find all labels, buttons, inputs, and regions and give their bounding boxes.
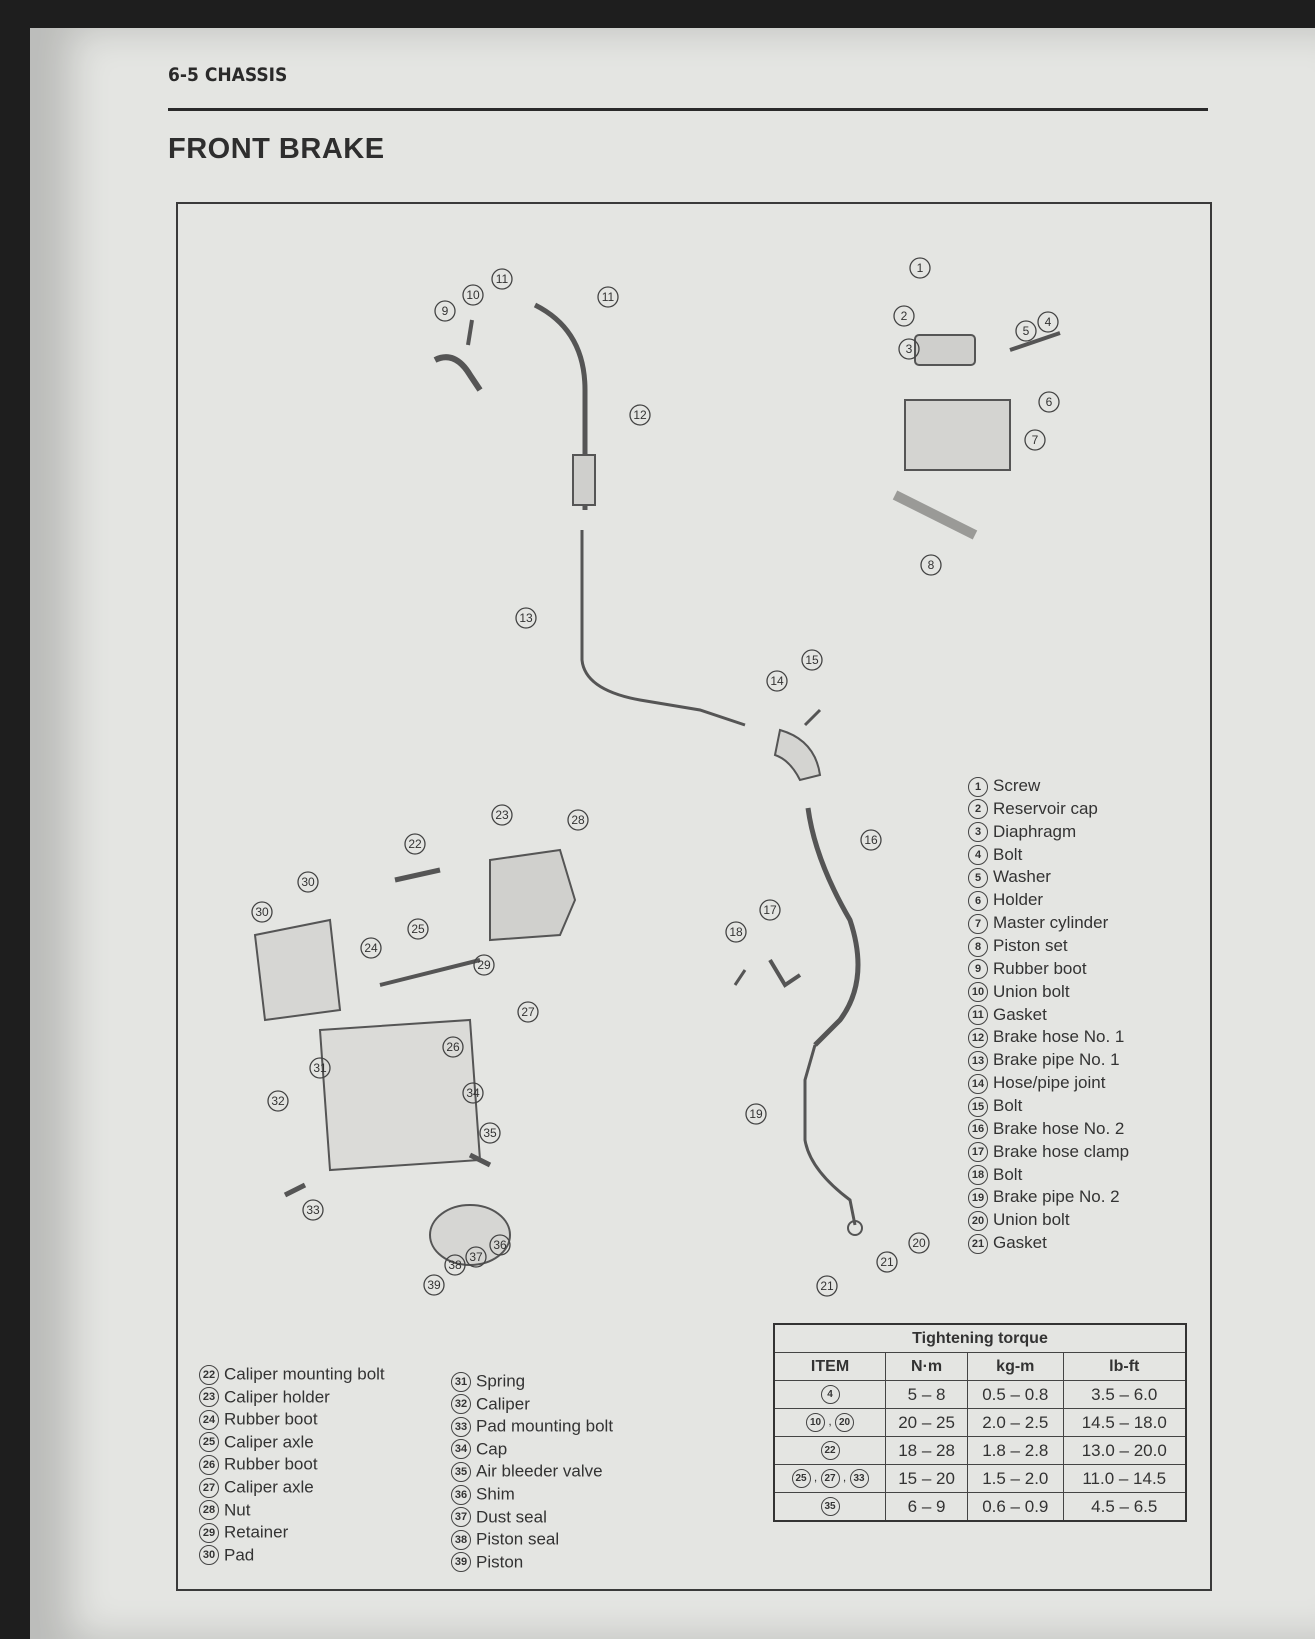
legend-item: [968, 981, 1129, 1004]
legend-item-label: Shim: [476, 1484, 515, 1504]
legend-item: [451, 1551, 613, 1574]
brake-pipe-2: [805, 1045, 855, 1225]
legend-item-label: Reservoir cap: [993, 799, 1098, 819]
legend-item-number: 36: [451, 1485, 471, 1505]
parts-legend-right: [968, 775, 1129, 1255]
col-lbft: lb-ft: [1063, 1353, 1186, 1381]
legend-item: [968, 866, 1129, 889]
legend-item-number: 12: [968, 1028, 988, 1048]
torque-lbft-cell: 4.5 – 6.5: [1063, 1493, 1186, 1522]
torque-nm-cell: 20 – 25: [886, 1409, 968, 1437]
caliper-holder-part: [490, 850, 575, 940]
legend-item-label: Washer: [993, 867, 1051, 887]
legend-item-label: Brake hose No. 1: [993, 1027, 1125, 1047]
callout-21a: 21: [880, 1255, 894, 1269]
legend-item: [968, 1232, 1129, 1255]
torque-item-number: 27: [821, 1469, 840, 1488]
legend-item: [968, 1209, 1129, 1232]
legend-item-label: Caliper holder: [224, 1387, 330, 1407]
legend-item-number: 20: [968, 1211, 988, 1231]
bolt-18-part: [735, 970, 745, 985]
callout-6: 6: [1045, 395, 1053, 409]
legend-item-label: Diaphragm: [993, 821, 1077, 841]
legend-item: [968, 821, 1129, 844]
torque-table-header-row: [774, 1353, 1186, 1381]
legend-item-number: 38: [451, 1530, 471, 1550]
legend-item-label: Brake pipe No. 2: [993, 1187, 1120, 1207]
legend-item-label: Retainer: [224, 1522, 289, 1542]
legend-item-label: Pad mounting bolt: [476, 1416, 614, 1436]
legend-item: [968, 912, 1129, 935]
torque-table-row: [774, 1465, 1186, 1493]
torque-kgm-cell: 0.6 – 0.9: [968, 1493, 1063, 1522]
legend-item-number: 35: [451, 1462, 471, 1482]
callout-21b: 21: [820, 1279, 834, 1293]
legend-item: [451, 1370, 613, 1393]
legend-item-number: 39: [451, 1552, 471, 1572]
legend-item: [968, 1141, 1129, 1164]
legend-item-number: 26: [199, 1455, 219, 1475]
callout-28: 28: [571, 813, 585, 827]
legend-item-number: 6: [968, 891, 988, 911]
legend-item: [199, 1386, 385, 1409]
brake-pipe-1: [582, 530, 745, 725]
callout-34: 34: [466, 1086, 480, 1100]
callout-5: 5: [1022, 324, 1030, 338]
legend-item-label: Union bolt: [993, 981, 1070, 1001]
rubber-boot-part: [435, 357, 480, 390]
torque-item-cell: [774, 1381, 886, 1409]
torque-item-cell: [774, 1465, 886, 1493]
legend-item-label: Rubber boot: [224, 1454, 318, 1474]
legend-item: [451, 1483, 613, 1506]
brake-hose-2: [808, 808, 858, 1045]
legend-item-label: Dust seal: [476, 1507, 547, 1527]
hose-clamp-part: [770, 960, 800, 985]
legend-item-label: Piston: [476, 1552, 524, 1572]
master-cylinder-part: [905, 400, 1010, 470]
legend-item-number: 24: [199, 1410, 219, 1430]
parts-legend-left-b: [451, 1370, 613, 1573]
legend-item-label: Brake hose clamp: [993, 1141, 1130, 1161]
torque-nm-cell: 5 – 8: [886, 1381, 968, 1409]
callout-27: 27: [521, 1005, 535, 1019]
legend-item-number: 31: [451, 1372, 471, 1392]
page-title: FRONT BRAKE: [168, 133, 385, 165]
legend-item-number: 3: [968, 822, 988, 842]
legend-item-number: 16: [968, 1119, 988, 1139]
callout-12: 12: [633, 408, 647, 422]
legend-item-number: 30: [199, 1545, 219, 1565]
callout-33: 33: [306, 1203, 320, 1217]
callout-7: 7: [1031, 433, 1039, 447]
legend-item-label: Hose/pipe joint: [993, 1073, 1106, 1093]
legend-item-number: 17: [968, 1142, 988, 1162]
legend-item-label: Bolt: [993, 1164, 1023, 1184]
callout-8: 8: [927, 558, 935, 572]
legend-item-number: 21: [968, 1234, 988, 1254]
legend-item-label: Spring: [476, 1371, 526, 1391]
legend-item: [199, 1476, 385, 1499]
col-kgm: kg-m: [968, 1353, 1063, 1381]
legend-item-number: 14: [968, 1074, 988, 1094]
torque-kgm-cell: 2.0 – 2.5: [968, 1409, 1063, 1437]
torque-table-title: Tightening torque: [774, 1324, 1186, 1353]
torque-item-cell: [774, 1437, 886, 1465]
legend-item: [451, 1393, 613, 1416]
legend-item-label: Nut: [224, 1500, 251, 1520]
legend-item: [451, 1506, 613, 1529]
col-nm: N·m: [886, 1353, 968, 1381]
callout-35: 35: [483, 1126, 497, 1140]
callout-22: 22: [408, 837, 422, 851]
callout-16: 16: [864, 833, 878, 847]
legend-item-number: 34: [451, 1439, 471, 1459]
callout-17: 17: [763, 903, 777, 917]
legend-item: [968, 958, 1129, 981]
callout-20: 20: [912, 1236, 926, 1250]
bolt-15-part: [805, 710, 820, 725]
callout-32: 32: [271, 1094, 285, 1108]
legend-item-number: 25: [199, 1432, 219, 1452]
legend-item-label: Holder: [993, 890, 1044, 910]
legend-item: [199, 1363, 385, 1386]
legend-item-number: 32: [451, 1394, 471, 1414]
torque-kgm-cell: 1.5 – 2.0: [968, 1465, 1063, 1493]
callout-30b: 30: [255, 905, 269, 919]
callout-29: 29: [477, 958, 491, 972]
legend-item: [199, 1544, 385, 1567]
callout-9: 9: [441, 304, 449, 318]
callout-13: 13: [519, 611, 533, 625]
legend-item-label: Caliper axle: [224, 1477, 314, 1497]
torque-kgm-cell: 0.5 – 0.8: [968, 1381, 1063, 1409]
torque-item-number: 4: [821, 1385, 840, 1404]
torque-nm-cell: 15 – 20: [886, 1465, 968, 1493]
callout-4: 4: [1044, 315, 1052, 329]
callout-38: 38: [448, 1258, 462, 1272]
legend-item: [451, 1415, 613, 1438]
legend-item: [199, 1499, 385, 1522]
callout-31: 31: [313, 1061, 327, 1075]
legend-item-label: Screw: [993, 776, 1041, 796]
legend-item-number: 27: [199, 1478, 219, 1498]
legend-item-number: 19: [968, 1188, 988, 1208]
legend-item: [968, 1095, 1129, 1118]
legend-item-number: 37: [451, 1507, 471, 1527]
legend-item-label: Brake hose No. 2: [993, 1119, 1125, 1139]
pad-part: [255, 920, 340, 1020]
torque-table-body: [774, 1381, 1186, 1522]
section-label: 6-5 CHASSIS: [168, 64, 288, 86]
legend-item: [968, 1026, 1129, 1049]
legend-item: [451, 1528, 613, 1551]
torque-kgm-cell: 1.8 – 2.8: [968, 1437, 1063, 1465]
item-separator: ,: [839, 1470, 850, 1484]
legend-item: [968, 775, 1129, 798]
torque-nm-cell: 6 – 9: [886, 1493, 968, 1522]
legend-item-label: Caliper: [476, 1394, 530, 1414]
caliper-mounting-bolt-part: [395, 870, 440, 880]
legend-item: [968, 1049, 1129, 1072]
legend-item: [968, 1118, 1129, 1141]
legend-item: [968, 1164, 1129, 1187]
legend-item: [968, 1186, 1129, 1209]
callout-24: 24: [364, 941, 378, 955]
callout-30a: 30: [301, 875, 315, 889]
legend-item-number: 11: [968, 1005, 988, 1025]
torque-item-cell: [774, 1493, 886, 1522]
legend-item-number: 18: [968, 1165, 988, 1185]
legend-item-number: 15: [968, 1097, 988, 1117]
legend-item-label: Piston set: [993, 936, 1068, 956]
legend-item-label: Master cylinder: [993, 913, 1109, 933]
legend-item-label: Brake pipe No. 1: [993, 1050, 1120, 1070]
legend-item-label: Rubber boot: [993, 959, 1087, 979]
callout-2: 2: [900, 309, 908, 323]
legend-item-label: Gasket: [993, 1004, 1047, 1024]
legend-item-number: 7: [968, 914, 988, 934]
legend-item-number: 13: [968, 1051, 988, 1071]
legend-item: [968, 935, 1129, 958]
legend-item-label: Gasket: [993, 1233, 1047, 1253]
col-item: ITEM: [774, 1353, 886, 1381]
legend-item-number: 8: [968, 937, 988, 957]
callout-11b: 11: [601, 290, 615, 304]
torque-item-number: 20: [835, 1413, 854, 1432]
legend-item: [199, 1521, 385, 1544]
legend-item-number: 9: [968, 959, 988, 979]
callout-19: 19: [749, 1107, 763, 1121]
legend-item-label: Piston seal: [476, 1529, 560, 1549]
legend-item-number: 22: [199, 1365, 219, 1385]
legend-item: [968, 889, 1129, 912]
legend-item: [968, 798, 1129, 821]
legend-item: [199, 1453, 385, 1476]
parts-legend-left-a: [199, 1363, 385, 1566]
item-separator: ,: [825, 1414, 836, 1428]
callout-15: 15: [805, 653, 819, 667]
legend-item: [451, 1438, 613, 1461]
diaphragm-part: [915, 335, 975, 365]
legend-item: [451, 1460, 613, 1483]
item-separator: ,: [810, 1470, 821, 1484]
legend-item: [968, 844, 1129, 867]
legend-item: [968, 1072, 1129, 1095]
torque-table-row: [774, 1493, 1186, 1522]
torque-item-number: 33: [850, 1469, 869, 1488]
legend-item-number: 29: [199, 1523, 219, 1543]
union-bolt-part: [468, 320, 472, 345]
callout-3: 3: [905, 342, 913, 356]
torque-item-number: 35: [821, 1497, 840, 1516]
legend-item-number: 23: [199, 1387, 219, 1407]
piston-set-part: [895, 495, 975, 535]
callout-14: 14: [770, 674, 784, 688]
callout-37: 37: [469, 1250, 483, 1264]
callout-39: 39: [427, 1278, 441, 1292]
torque-table-row: [774, 1409, 1186, 1437]
pad-mounting-bolt-part: [285, 1185, 305, 1195]
torque-lbft-cell: 14.5 – 18.0: [1063, 1409, 1186, 1437]
legend-item-number: 10: [968, 982, 988, 1002]
legend-item-label: Union bolt: [993, 1210, 1070, 1230]
callout-25: 25: [411, 922, 425, 936]
torque-item-number: 10: [806, 1413, 825, 1432]
legend-item-number: 2: [968, 799, 988, 819]
legend-item-label: Caliper axle: [224, 1432, 314, 1452]
legend-item-number: 33: [451, 1417, 471, 1437]
torque-table-row: [774, 1381, 1186, 1409]
torque-table-row: [774, 1437, 1186, 1465]
legend-item-number: 28: [199, 1500, 219, 1520]
callout-1: 1: [916, 261, 924, 275]
hose-pipe-joint-part: [775, 730, 820, 780]
legend-item-number: 1: [968, 777, 988, 797]
legend-item-label: Pad: [224, 1545, 255, 1565]
callout-10: 10: [466, 288, 480, 302]
legend-item-number: 4: [968, 845, 988, 865]
legend-item: [199, 1408, 385, 1431]
callout-36: 36: [493, 1238, 507, 1252]
callout-26: 26: [446, 1040, 460, 1054]
legend-item-number: 5: [968, 868, 988, 888]
legend-item: [199, 1431, 385, 1454]
tightening-torque-table: [773, 1323, 1187, 1522]
legend-item-label: Bolt: [993, 844, 1023, 864]
legend-item: [968, 1004, 1129, 1027]
torque-item-cell: [774, 1409, 886, 1437]
callout-11a: 11: [495, 272, 509, 286]
torque-lbft-cell: 3.5 – 6.0: [1063, 1381, 1186, 1409]
legend-item-label: Caliper mounting bolt: [224, 1364, 385, 1384]
callout-23: 23: [495, 808, 509, 822]
torque-lbft-cell: 11.0 – 14.5: [1063, 1465, 1186, 1493]
torque-lbft-cell: 13.0 – 20.0: [1063, 1437, 1186, 1465]
legend-item-label: Air bleeder valve: [476, 1461, 603, 1481]
callout-18: 18: [729, 925, 743, 939]
torque-nm-cell: 18 – 28: [886, 1437, 968, 1465]
hose-fitting: [573, 455, 595, 505]
legend-item-label: Bolt: [993, 1096, 1023, 1116]
legend-item-label: Rubber boot: [224, 1409, 318, 1429]
legend-item-label: Cap: [476, 1439, 508, 1459]
torque-item-number: 25: [792, 1469, 811, 1488]
torque-item-number: 22: [821, 1441, 840, 1460]
caliper-axle-part: [380, 960, 480, 985]
